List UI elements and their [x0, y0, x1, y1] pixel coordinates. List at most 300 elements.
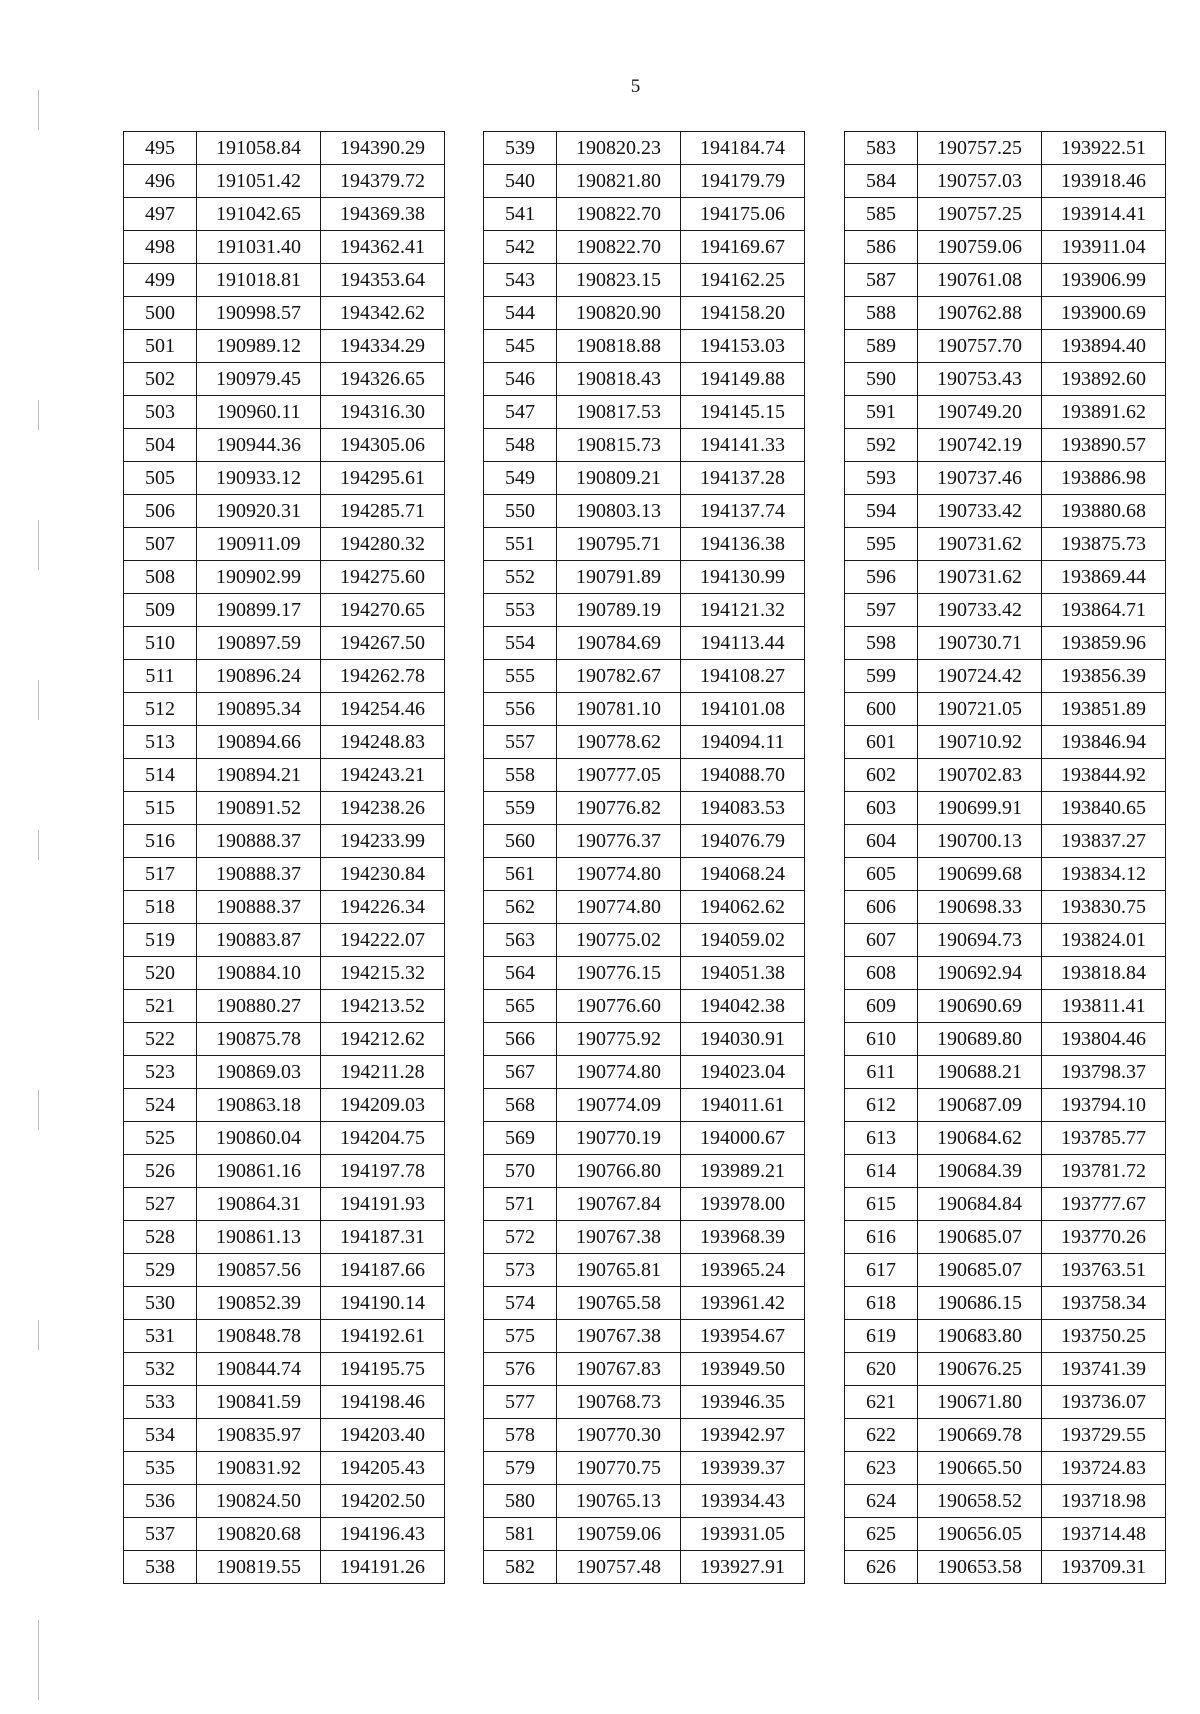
- point-number-cell: 569: [484, 1122, 557, 1155]
- y-coordinate-cell: 194305.06: [321, 429, 445, 462]
- y-coordinate-cell: 193834.12: [1042, 858, 1166, 891]
- scan-edge-mark: [38, 90, 39, 130]
- point-number-cell: 520: [124, 957, 197, 990]
- table-row: [484, 561, 805, 594]
- point-number-cell: 514: [124, 759, 197, 792]
- y-coordinate-cell: 193741.39: [1042, 1353, 1166, 1386]
- y-coordinate-cell: 194179.79: [681, 165, 805, 198]
- y-coordinate-cell: 193818.84: [1042, 957, 1166, 990]
- x-coordinate-cell: 190684.39: [918, 1155, 1042, 1188]
- x-coordinate-cell: 190733.42: [918, 594, 1042, 627]
- point-number-cell: 621: [845, 1386, 918, 1419]
- table-row: [845, 396, 1166, 429]
- x-coordinate-cell: 190742.19: [918, 429, 1042, 462]
- point-number-cell: 536: [124, 1485, 197, 1518]
- x-coordinate-cell: 190896.24: [197, 660, 321, 693]
- table-row: [484, 1353, 805, 1386]
- y-coordinate-cell: 193869.44: [1042, 561, 1166, 594]
- table-row: [484, 429, 805, 462]
- x-coordinate-cell: 190775.92: [557, 1023, 681, 1056]
- point-number-cell: 618: [845, 1287, 918, 1320]
- table-row: [845, 528, 1166, 561]
- x-coordinate-cell: 190730.71: [918, 627, 1042, 660]
- x-coordinate-cell: 190685.07: [918, 1221, 1042, 1254]
- x-coordinate-cell: 190765.13: [557, 1485, 681, 1518]
- x-coordinate-cell: 190698.33: [918, 891, 1042, 924]
- y-coordinate-cell: 194191.93: [321, 1188, 445, 1221]
- point-number-cell: 575: [484, 1320, 557, 1353]
- table-row: [845, 1551, 1166, 1584]
- y-coordinate-cell: 193886.98: [1042, 462, 1166, 495]
- y-coordinate-cell: 194275.60: [321, 561, 445, 594]
- point-number-cell: 558: [484, 759, 557, 792]
- y-coordinate-cell: 193939.37: [681, 1452, 805, 1485]
- point-number-cell: 573: [484, 1254, 557, 1287]
- point-number-cell: 589: [845, 330, 918, 363]
- x-coordinate-cell: 190821.80: [557, 165, 681, 198]
- table-row: [845, 264, 1166, 297]
- x-coordinate-cell: 190848.78: [197, 1320, 321, 1353]
- x-coordinate-cell: 190757.70: [918, 330, 1042, 363]
- y-coordinate-cell: 194369.38: [321, 198, 445, 231]
- table-row: [124, 957, 445, 990]
- y-coordinate-cell: 193934.43: [681, 1485, 805, 1518]
- y-coordinate-cell: 194238.26: [321, 792, 445, 825]
- point-number-cell: 594: [845, 495, 918, 528]
- x-coordinate-cell: 190775.02: [557, 924, 681, 957]
- table-row: [124, 627, 445, 660]
- table-row: [845, 726, 1166, 759]
- scan-edge-mark: [38, 1620, 39, 1700]
- y-coordinate-cell: 194108.27: [681, 660, 805, 693]
- point-number-cell: 609: [845, 990, 918, 1023]
- table-row: [845, 231, 1166, 264]
- point-number-cell: 551: [484, 528, 557, 561]
- y-coordinate-cell: 194295.61: [321, 462, 445, 495]
- y-coordinate-cell: 193891.62: [1042, 396, 1166, 429]
- point-number-cell: 601: [845, 726, 918, 759]
- y-coordinate-cell: 194326.65: [321, 363, 445, 396]
- table-row: [124, 1221, 445, 1254]
- point-number-cell: 511: [124, 660, 197, 693]
- point-number-cell: 547: [484, 396, 557, 429]
- point-number-cell: 574: [484, 1287, 557, 1320]
- scan-edge-mark: [38, 400, 39, 430]
- point-number-cell: 625: [845, 1518, 918, 1551]
- x-coordinate-cell: 190897.59: [197, 627, 321, 660]
- point-number-cell: 552: [484, 561, 557, 594]
- coordinate-table-3: [844, 131, 1166, 1584]
- point-number-cell: 595: [845, 528, 918, 561]
- y-coordinate-cell: 193830.75: [1042, 891, 1166, 924]
- table-row: [484, 1056, 805, 1089]
- x-coordinate-cell: 190820.90: [557, 297, 681, 330]
- table-row: [124, 429, 445, 462]
- point-number-cell: 517: [124, 858, 197, 891]
- x-coordinate-cell: 190676.25: [918, 1353, 1042, 1386]
- y-coordinate-cell: 193922.51: [1042, 132, 1166, 165]
- x-coordinate-cell: 191018.81: [197, 264, 321, 297]
- x-coordinate-cell: 190818.88: [557, 330, 681, 363]
- y-coordinate-cell: 194088.70: [681, 759, 805, 792]
- x-coordinate-cell: 190944.36: [197, 429, 321, 462]
- y-coordinate-cell: 193875.73: [1042, 528, 1166, 561]
- x-coordinate-cell: 190689.80: [918, 1023, 1042, 1056]
- point-number-cell: 593: [845, 462, 918, 495]
- point-number-cell: 544: [484, 297, 557, 330]
- table-row: [124, 1155, 445, 1188]
- scan-edge-mark: [38, 1090, 39, 1130]
- point-number-cell: 606: [845, 891, 918, 924]
- y-coordinate-cell: 194204.75: [321, 1122, 445, 1155]
- x-coordinate-cell: 190888.37: [197, 858, 321, 891]
- x-coordinate-cell: 190765.81: [557, 1254, 681, 1287]
- y-coordinate-cell: 193811.41: [1042, 990, 1166, 1023]
- point-number-cell: 581: [484, 1518, 557, 1551]
- x-coordinate-cell: 190831.92: [197, 1452, 321, 1485]
- y-coordinate-cell: 194191.26: [321, 1551, 445, 1584]
- point-number-cell: 519: [124, 924, 197, 957]
- point-number-cell: 617: [845, 1254, 918, 1287]
- table-row: [484, 198, 805, 231]
- y-coordinate-cell: 193709.31: [1042, 1551, 1166, 1584]
- x-coordinate-cell: 190820.68: [197, 1518, 321, 1551]
- point-number-cell: 584: [845, 165, 918, 198]
- point-number-cell: 507: [124, 528, 197, 561]
- y-coordinate-cell: 193894.40: [1042, 330, 1166, 363]
- x-coordinate-cell: 190737.46: [918, 462, 1042, 495]
- x-coordinate-cell: 190761.08: [918, 264, 1042, 297]
- table-row: [124, 495, 445, 528]
- point-number-cell: 607: [845, 924, 918, 957]
- table-row: [124, 1122, 445, 1155]
- y-coordinate-cell: 193965.24: [681, 1254, 805, 1287]
- x-coordinate-cell: 190767.84: [557, 1188, 681, 1221]
- x-coordinate-cell: 190989.12: [197, 330, 321, 363]
- point-number-cell: 537: [124, 1518, 197, 1551]
- y-coordinate-cell: 193804.46: [1042, 1023, 1166, 1056]
- x-coordinate-cell: 190710.92: [918, 726, 1042, 759]
- x-coordinate-cell: 190731.62: [918, 561, 1042, 594]
- table-row: [124, 825, 445, 858]
- point-number-cell: 510: [124, 627, 197, 660]
- x-coordinate-cell: 190899.17: [197, 594, 321, 627]
- table-row: [124, 264, 445, 297]
- x-coordinate-cell: 190688.21: [918, 1056, 1042, 1089]
- x-coordinate-cell: 190700.13: [918, 825, 1042, 858]
- point-number-cell: 556: [484, 693, 557, 726]
- x-coordinate-cell: 190894.21: [197, 759, 321, 792]
- y-coordinate-cell: 194145.15: [681, 396, 805, 429]
- y-coordinate-cell: 194141.33: [681, 429, 805, 462]
- x-coordinate-cell: 190888.37: [197, 891, 321, 924]
- x-coordinate-cell: 191058.84: [197, 132, 321, 165]
- scan-edge-mark: [38, 830, 39, 860]
- y-coordinate-cell: 193781.72: [1042, 1155, 1166, 1188]
- table-row: [484, 462, 805, 495]
- point-number-cell: 550: [484, 495, 557, 528]
- point-number-cell: 583: [845, 132, 918, 165]
- x-coordinate-cell: 190864.31: [197, 1188, 321, 1221]
- table-row: [484, 528, 805, 561]
- x-coordinate-cell: 190782.67: [557, 660, 681, 693]
- table-row: [845, 660, 1166, 693]
- x-coordinate-cell: 190768.73: [557, 1386, 681, 1419]
- y-coordinate-cell: 194083.53: [681, 792, 805, 825]
- x-coordinate-cell: 190875.78: [197, 1023, 321, 1056]
- table-row: [845, 429, 1166, 462]
- table-row: [845, 1221, 1166, 1254]
- y-coordinate-cell: 194153.03: [681, 330, 805, 363]
- table-row: [845, 1155, 1166, 1188]
- point-number-cell: 538: [124, 1551, 197, 1584]
- point-number-cell: 504: [124, 429, 197, 462]
- x-coordinate-cell: 190757.48: [557, 1551, 681, 1584]
- table-row: [484, 627, 805, 660]
- point-number-cell: 521: [124, 990, 197, 1023]
- y-coordinate-cell: 193989.21: [681, 1155, 805, 1188]
- table-row: [484, 693, 805, 726]
- y-coordinate-cell: 193856.39: [1042, 660, 1166, 693]
- y-coordinate-cell: 194262.78: [321, 660, 445, 693]
- x-coordinate-cell: 190776.82: [557, 792, 681, 825]
- y-coordinate-cell: 193942.97: [681, 1419, 805, 1452]
- point-number-cell: 566: [484, 1023, 557, 1056]
- x-coordinate-cell: 190690.69: [918, 990, 1042, 1023]
- y-coordinate-cell: 193946.35: [681, 1386, 805, 1419]
- x-coordinate-cell: 190759.06: [918, 231, 1042, 264]
- x-coordinate-cell: 190860.04: [197, 1122, 321, 1155]
- point-number-cell: 588: [845, 297, 918, 330]
- point-number-cell: 620: [845, 1353, 918, 1386]
- y-coordinate-cell: 194076.79: [681, 825, 805, 858]
- point-number-cell: 509: [124, 594, 197, 627]
- y-coordinate-cell: 194094.11: [681, 726, 805, 759]
- x-coordinate-cell: 190776.15: [557, 957, 681, 990]
- point-number-cell: 587: [845, 264, 918, 297]
- table-row: [124, 1551, 445, 1584]
- table-row: [845, 1485, 1166, 1518]
- y-coordinate-cell: 193851.89: [1042, 693, 1166, 726]
- y-coordinate-cell: 194215.32: [321, 957, 445, 990]
- point-number-cell: 506: [124, 495, 197, 528]
- point-number-cell: 600: [845, 693, 918, 726]
- y-coordinate-cell: 193911.04: [1042, 231, 1166, 264]
- y-coordinate-cell: 194270.65: [321, 594, 445, 627]
- y-coordinate-cell: 194285.71: [321, 495, 445, 528]
- point-number-cell: 613: [845, 1122, 918, 1155]
- point-number-cell: 533: [124, 1386, 197, 1419]
- table-row: [124, 330, 445, 363]
- point-number-cell: 592: [845, 429, 918, 462]
- table-row: [845, 825, 1166, 858]
- y-coordinate-cell: 194121.32: [681, 594, 805, 627]
- point-number-cell: 626: [845, 1551, 918, 1584]
- table-row: [124, 660, 445, 693]
- table-row: [484, 858, 805, 891]
- x-coordinate-cell: 190895.34: [197, 693, 321, 726]
- y-coordinate-cell: 193859.96: [1042, 627, 1166, 660]
- x-coordinate-cell: 190765.58: [557, 1287, 681, 1320]
- x-coordinate-cell: 190757.25: [918, 198, 1042, 231]
- x-coordinate-cell: 190671.80: [918, 1386, 1042, 1419]
- point-number-cell: 503: [124, 396, 197, 429]
- x-coordinate-cell: 190869.03: [197, 1056, 321, 1089]
- y-coordinate-cell: 194101.08: [681, 693, 805, 726]
- table-row: [124, 1386, 445, 1419]
- table-row: [484, 1023, 805, 1056]
- x-coordinate-cell: 190795.71: [557, 528, 681, 561]
- table-row: [124, 528, 445, 561]
- scan-edge-mark: [38, 520, 39, 570]
- table-row: [845, 1056, 1166, 1089]
- table-row: [845, 792, 1166, 825]
- y-coordinate-cell: 194213.52: [321, 990, 445, 1023]
- point-number-cell: 603: [845, 792, 918, 825]
- x-coordinate-cell: 190687.09: [918, 1089, 1042, 1122]
- point-number-cell: 559: [484, 792, 557, 825]
- point-number-cell: 540: [484, 165, 557, 198]
- scan-edge-mark: [38, 680, 39, 720]
- y-coordinate-cell: 193880.68: [1042, 495, 1166, 528]
- x-coordinate-cell: 190684.84: [918, 1188, 1042, 1221]
- y-coordinate-cell: 194353.64: [321, 264, 445, 297]
- y-coordinate-cell: 194187.66: [321, 1254, 445, 1287]
- x-coordinate-cell: 190824.50: [197, 1485, 321, 1518]
- y-coordinate-cell: 194051.38: [681, 957, 805, 990]
- table-row: [484, 1386, 805, 1419]
- y-coordinate-cell: 194211.28: [321, 1056, 445, 1089]
- point-number-cell: 542: [484, 231, 557, 264]
- table-row: [845, 1023, 1166, 1056]
- y-coordinate-cell: 194137.28: [681, 462, 805, 495]
- point-number-cell: 539: [484, 132, 557, 165]
- table-row: [484, 330, 805, 363]
- point-number-cell: 529: [124, 1254, 197, 1287]
- x-coordinate-cell: 190767.83: [557, 1353, 681, 1386]
- table-row: [845, 594, 1166, 627]
- table-row: [124, 1023, 445, 1056]
- y-coordinate-cell: 194379.72: [321, 165, 445, 198]
- x-coordinate-cell: 190998.57: [197, 297, 321, 330]
- y-coordinate-cell: 194175.06: [681, 198, 805, 231]
- table-row: [484, 1320, 805, 1353]
- y-coordinate-cell: 193714.48: [1042, 1518, 1166, 1551]
- x-coordinate-cell: 190749.20: [918, 396, 1042, 429]
- x-coordinate-cell: 190685.07: [918, 1254, 1042, 1287]
- point-number-cell: 576: [484, 1353, 557, 1386]
- point-number-cell: 515: [124, 792, 197, 825]
- x-coordinate-cell: 190770.30: [557, 1419, 681, 1452]
- table-row: [845, 330, 1166, 363]
- point-number-cell: 580: [484, 1485, 557, 1518]
- point-number-cell: 553: [484, 594, 557, 627]
- x-coordinate-cell: 190684.62: [918, 1122, 1042, 1155]
- point-number-cell: 508: [124, 561, 197, 594]
- x-coordinate-cell: 190902.99: [197, 561, 321, 594]
- x-coordinate-cell: 190702.83: [918, 759, 1042, 792]
- table-row: [484, 825, 805, 858]
- x-coordinate-cell: 190857.56: [197, 1254, 321, 1287]
- y-coordinate-cell: 194197.78: [321, 1155, 445, 1188]
- y-coordinate-cell: 194202.50: [321, 1485, 445, 1518]
- point-number-cell: 530: [124, 1287, 197, 1320]
- point-number-cell: 624: [845, 1485, 918, 1518]
- point-number-cell: 525: [124, 1122, 197, 1155]
- y-coordinate-cell: 193918.46: [1042, 165, 1166, 198]
- y-coordinate-cell: 194042.38: [681, 990, 805, 1023]
- table-row: [124, 693, 445, 726]
- point-number-cell: 590: [845, 363, 918, 396]
- y-coordinate-cell: 194023.04: [681, 1056, 805, 1089]
- y-coordinate-cell: 193961.42: [681, 1287, 805, 1320]
- x-coordinate-cell: 190774.80: [557, 858, 681, 891]
- y-coordinate-cell: 194248.83: [321, 726, 445, 759]
- table-row: [124, 297, 445, 330]
- table-row: [124, 1188, 445, 1221]
- x-coordinate-cell: 190656.05: [918, 1518, 1042, 1551]
- point-number-cell: 610: [845, 1023, 918, 1056]
- table-row: [845, 957, 1166, 990]
- point-number-cell: 513: [124, 726, 197, 759]
- point-number-cell: 599: [845, 660, 918, 693]
- table-row: [484, 231, 805, 264]
- point-number-cell: 614: [845, 1155, 918, 1188]
- x-coordinate-cell: 190694.73: [918, 924, 1042, 957]
- x-coordinate-cell: 190724.42: [918, 660, 1042, 693]
- point-number-cell: 578: [484, 1419, 557, 1452]
- y-coordinate-cell: 194342.62: [321, 297, 445, 330]
- x-coordinate-cell: 190665.50: [918, 1452, 1042, 1485]
- y-coordinate-cell: 193837.27: [1042, 825, 1166, 858]
- y-coordinate-cell: 194158.20: [681, 297, 805, 330]
- y-coordinate-cell: 194222.07: [321, 924, 445, 957]
- y-coordinate-cell: 193763.51: [1042, 1254, 1166, 1287]
- point-number-cell: 543: [484, 264, 557, 297]
- x-coordinate-cell: 190757.03: [918, 165, 1042, 198]
- x-coordinate-cell: 190820.23: [557, 132, 681, 165]
- table-row: [845, 1386, 1166, 1419]
- x-coordinate-cell: 190809.21: [557, 462, 681, 495]
- table-row: [124, 1452, 445, 1485]
- point-number-cell: 565: [484, 990, 557, 1023]
- point-number-cell: 522: [124, 1023, 197, 1056]
- page-number: 5: [630, 76, 641, 97]
- x-coordinate-cell: 190774.09: [557, 1089, 681, 1122]
- table-row: [484, 1089, 805, 1122]
- table-row: [845, 891, 1166, 924]
- x-coordinate-cell: 190819.55: [197, 1551, 321, 1584]
- point-number-cell: 616: [845, 1221, 918, 1254]
- x-coordinate-cell: 190766.80: [557, 1155, 681, 1188]
- table-row: [484, 132, 805, 165]
- table-row: [845, 858, 1166, 891]
- y-coordinate-cell: 193892.60: [1042, 363, 1166, 396]
- table-row: [845, 132, 1166, 165]
- x-coordinate-cell: 190658.52: [918, 1485, 1042, 1518]
- y-coordinate-cell: 193758.34: [1042, 1287, 1166, 1320]
- table-row: [845, 1254, 1166, 1287]
- table-row: [484, 396, 805, 429]
- y-coordinate-cell: 194334.29: [321, 330, 445, 363]
- x-coordinate-cell: 190692.94: [918, 957, 1042, 990]
- x-coordinate-cell: 190818.43: [557, 363, 681, 396]
- x-coordinate-cell: 190835.97: [197, 1419, 321, 1452]
- table-row: [845, 1188, 1166, 1221]
- table-row: [124, 396, 445, 429]
- y-coordinate-cell: 194130.99: [681, 561, 805, 594]
- y-coordinate-cell: 194068.24: [681, 858, 805, 891]
